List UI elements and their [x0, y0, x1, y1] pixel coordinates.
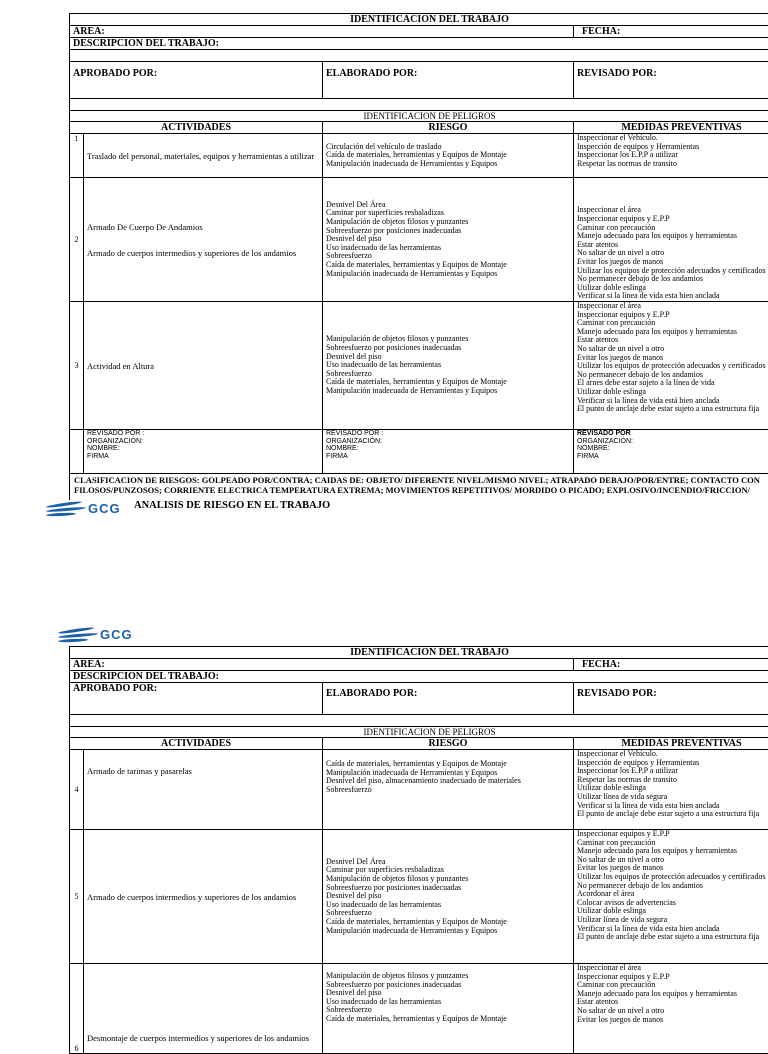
measure-item: Inspeccionar el Vehículo.: [577, 750, 768, 759]
measures-header: MEDIDAS PREVENTIVAS: [574, 122, 768, 134]
risk-classification-line: CLASIFICACION DE RIESGOS: GOLPEADO POR/CONTRA; CAIDAS DE: OBJETO/ DIFERENTE NIVEL/MISMO NIVEL; ATRAPADO DEBAJO/POR/ENTRE; CONTACTO CON: [74, 476, 768, 486]
swoosh-icon: [58, 626, 100, 642]
activity-cell: Armado de tarimas y pasarelas: [84, 750, 323, 830]
job-identification-table: [69, 646, 768, 1054]
measure-item: Estar atentos: [577, 998, 768, 1007]
measure-item: Manejo adecuado para los equipos y herramientas: [577, 990, 768, 999]
signature-name: NOMBRE:: [577, 445, 768, 453]
company-logo: [46, 500, 121, 516]
row-number: 2: [70, 178, 84, 302]
risk-item: Sobreesfuerzo por posiciones inadecuadas: [326, 344, 570, 353]
activity-item: Armado de cuerpos intermedios y superiores de los andamios: [87, 248, 319, 258]
risk-item: Sobreesfuerzo: [326, 252, 570, 261]
company-logo: [58, 626, 133, 642]
measure-item: Utilizar doble eslinga: [577, 284, 768, 293]
measure-item: Utilizar los equipos de protección adecuados y certificados: [577, 873, 768, 882]
date-label: FECHA:: [574, 26, 768, 38]
table-row: [70, 134, 768, 178]
measure-item: No permanecer debajo de los andamios: [577, 275, 768, 284]
measure-item: No permanecer debajo de los andamios: [577, 371, 768, 380]
measure-item: Caminar con precaución: [577, 224, 768, 233]
measure-item: El arnes debe estar sujeto a la línea de vida: [577, 379, 768, 388]
form-page-2: [69, 646, 768, 1054]
risk-header: RIESGO: [323, 738, 574, 750]
activity-cell: Traslado del personal, materiales, equipos y herramientas a utilizar: [84, 134, 323, 178]
form-page-1: [69, 13, 768, 500]
prepared-by-label: ELABORADO POR:: [323, 62, 574, 99]
hazard-identification-header: IDENTIFICACION DE PELIGROS: [70, 727, 768, 738]
swoosh-icon: [46, 500, 88, 516]
table-row: [70, 302, 768, 430]
risk-item: Caída de materiales, herramientas y Equipos de Montaje: [326, 1015, 570, 1024]
measure-item: Inspeccionar el área: [577, 964, 768, 973]
risk-item: Sobreesfuerzo por posiciones inadecuadas: [326, 884, 570, 893]
logo-text: GCG: [88, 501, 121, 516]
signature-organization: ORGANIZACIÓN:: [87, 438, 319, 446]
measure-item: Inspeccionar equipos y E.P.P: [577, 311, 768, 320]
measure-item: Respetar las normas de transito: [577, 160, 768, 169]
risk-item: Desnivel del piso: [326, 353, 570, 362]
measure-item: Evitar los juegos de manos: [577, 354, 768, 363]
measure-item: No permanecer debajo de los andamios: [577, 882, 768, 891]
measure-item: Evitar los juegos de manos: [577, 258, 768, 267]
measure-item: Verificar si la línea de vida esta bien anclada: [577, 802, 768, 811]
risk-item: Uso inadecuado de las herramientas: [326, 901, 570, 910]
reviewed-by-label: REVISADO POR:: [574, 683, 768, 715]
measure-item: Estar atentos: [577, 336, 768, 345]
measure-item: Utilizar los equipos de protección adecuados y certificados: [577, 267, 768, 276]
risk-item: Manipulación de objetos filosos y punzantes: [326, 218, 570, 227]
measure-item: Estar atentos: [577, 241, 768, 250]
measure-item: Manejo adecuado para los equipos y herramientas: [577, 847, 768, 856]
hazard-identification-header: IDENTIFICACION DE PELIGROS: [70, 111, 768, 122]
signature-organization: ORGANIZACIÓN:: [326, 438, 570, 446]
table-row: [70, 178, 768, 302]
risk-item: Desnivel del piso: [326, 892, 570, 901]
risk-item: Manipulación inadecuada de Herramientas y Equipos: [326, 927, 570, 936]
measure-item: Verificar si la línea de vida esta bien anclada: [577, 925, 768, 934]
table-row: [70, 750, 768, 830]
activity-cell: Desmontaje de cuerpos intermedios y superiores de los andamios: [84, 964, 323, 1054]
measure-item: No saltar de un nivel a otro: [577, 856, 768, 865]
risk-item: Manipulación de objetos filosos y punzantes: [326, 875, 570, 884]
measure-item: Evitar los juegos de manos: [577, 1016, 768, 1025]
risk-item: Caída de materiales, herramientas y Equipos de Montaje: [326, 918, 570, 927]
measure-item: Inspeccionar equipos y E.P.P: [577, 215, 768, 224]
signature-reviewed: REVISADO POR :: [87, 430, 319, 438]
measure-item: Inspeccionar los E.P.P a utilizar: [577, 151, 768, 160]
risk-item: Manipulación inadecuada de Herramientas y Equipos: [326, 387, 570, 396]
signature-organization: ORGANIZACIÓN:: [577, 438, 768, 446]
activity-item: Armado De Cuerpo De Andamios: [87, 222, 319, 232]
measure-item: Evitar los juegos de manos: [577, 864, 768, 873]
measure-item: Caminar con precaución: [577, 981, 768, 990]
signature-reviewed: REVISADO POR: [577, 430, 768, 438]
row-number: 1: [70, 134, 84, 178]
risk-item: Uso inadecuado de las herramientas: [326, 998, 570, 1007]
risk-item: Caminar por superficies resbaladizas: [326, 866, 570, 875]
risk-item: Desnivel del piso: [326, 235, 570, 244]
signature-sign: FIRMA: [326, 453, 570, 461]
risk-item: Caminar por superficies resbaladizas: [326, 209, 570, 218]
risk-item: Manipulación inadecuada de Herramientas y Equipos: [326, 160, 570, 169]
description-label: DESCRIPCION DEL TRABAJO:: [70, 671, 768, 683]
measure-item: No saltar de un nivel a otro: [577, 1007, 768, 1016]
measure-item: Utilizar línea de vida segura: [577, 916, 768, 925]
description-label: DESCRIPCION DEL TRABAJO:: [70, 38, 768, 50]
approved-by-label: APROBADO POR:: [70, 62, 323, 99]
risk-item: Uso inadecuado de las herramientas: [326, 244, 570, 253]
reviewed-by-label: REVISADO POR:: [574, 62, 768, 99]
signature-row: [70, 430, 768, 474]
risk-item: Sobreesfuerzo por posiciones inadecuadas: [326, 227, 570, 236]
signature-name: NOMBRE:: [326, 445, 570, 453]
measure-item: Utilizar doble eslinga: [577, 907, 768, 916]
risk-item: Desnivel Del Área: [326, 201, 570, 210]
measure-item: Inspeccionar equipos y E.P.P: [577, 830, 768, 839]
measure-item: Inspeccionar los E.P.P a utilizar: [577, 767, 768, 776]
activity-cell: Actividad en Altura: [84, 302, 323, 430]
risk-item: Sobreesfuerzo: [326, 786, 570, 795]
signature-sign: FIRMA: [87, 453, 319, 461]
risk-classification-line: FILOSOS/PUNZOSOS; CORRIENTE ELECTRICA TEMPERATURA EXTREMA; MOVIMIENTOS REPETITIVOS/ MORDIDO O PICADO; EXPLOSIVO/INCENDIO/FRICCION/: [74, 486, 768, 496]
risk-item: Sobreesfuerzo: [326, 909, 570, 918]
measure-item: Utilizar doble eslinga: [577, 388, 768, 397]
measure-item: Inspección de equipos y Herramientas: [577, 759, 768, 768]
row-number: 6: [70, 964, 84, 1054]
risk-header: RIESGO: [323, 122, 574, 134]
measure-item: El punto de anclaje debe estar sujeto a una estructura fija: [577, 405, 768, 414]
risk-item: Caída de materiales, herramientas y Equipos de Montaje: [326, 151, 570, 160]
risk-item: Manipulación inadecuada de Herramientas y Equipos: [326, 769, 570, 778]
risk-item: Sobreesfuerzo: [326, 1006, 570, 1015]
risk-item: Sobreesfuerzo por posiciones inadecuadas: [326, 981, 570, 990]
measure-item: Utilizar línea de vida segura: [577, 793, 768, 802]
risk-item: Desnivel del piso, almacenamiento inadecuado de materiales: [326, 777, 570, 786]
measure-item: Acordonar el área: [577, 890, 768, 899]
signature-sign: FIRMA: [577, 453, 768, 461]
measure-item: El punto de anclaje debe estar sujeto a una estructura fija: [577, 933, 768, 942]
measure-item: Utilizar los equipos de protección adecuados y certificados: [577, 362, 768, 371]
measure-item: Utilizar doble eslinga: [577, 784, 768, 793]
measure-item: Caminar con precaución: [577, 839, 768, 848]
risk-item: Manipulación de objetos filosos y punzantes: [326, 335, 570, 344]
job-identification-header: IDENTIFICACION DEL TRABAJO: [70, 14, 768, 26]
job-identification-header: IDENTIFICACION DEL TRABAJO: [70, 647, 768, 659]
measure-item: Inspeccionar el área: [577, 302, 768, 311]
risk-item: Uso inadecuado de las herramientas: [326, 361, 570, 370]
measure-item: Respetar las normas de transito: [577, 776, 768, 785]
risk-item: Manipulación inadecuada de Herramientas y Equipos: [326, 270, 570, 279]
logo-text: GCG: [100, 627, 133, 642]
activities-header: ACTIVIDADES: [70, 122, 323, 134]
activity-cell: Armado de cuerpos intermedios y superiores de los andamios: [84, 830, 323, 964]
risk-item: Caída de materiales, herramientas y Equipos de Montaje: [326, 760, 570, 769]
risk-item: Caída de materiales, herramientas y Equipos de Montaje: [326, 378, 570, 387]
measure-item: No saltar de un nivel a otro: [577, 249, 768, 258]
measure-item: Manejo adecuado para los equipos y herramientas: [577, 328, 768, 337]
signature-reviewed: REVISADO POR :: [326, 430, 570, 438]
table-row: [70, 964, 768, 1054]
row-number: 3: [70, 302, 84, 430]
measure-item: Inspeccionar el área: [577, 206, 768, 215]
document-title: ANALISIS DE RIESGO EN EL TRABAJO: [134, 500, 330, 511]
risk-item: Manipulación de objetos filosos y punzantes: [326, 972, 570, 981]
activities-header: ACTIVIDADES: [70, 738, 323, 750]
table-row: [70, 830, 768, 964]
risk-item: Caída de materiales, herramientas y Equipos de Montaje: [326, 261, 570, 270]
risk-item: Desnivel del piso: [326, 989, 570, 998]
risk-item: Desnivel Del Área: [326, 858, 570, 867]
date-label: FECHA:: [574, 659, 768, 671]
measure-item: Inspección de equipos y Herramientas: [577, 143, 768, 152]
measure-item: Verificar si la línea de vida está bien anclada: [577, 397, 768, 406]
job-identification-table: [69, 13, 768, 500]
approved-by-label: APROBADO POR:: [70, 683, 323, 715]
measure-item: Colocar avisos de advertencias: [577, 899, 768, 908]
measure-item: No saltar de un nivel a otro: [577, 345, 768, 354]
measures-header: MEDIDAS PREVENTIVAS: [574, 738, 768, 750]
risk-item: Sobreesfuerzo: [326, 370, 570, 379]
measure-item: El punto de anclaje debe estar sujeto a una estructura fija: [577, 810, 768, 819]
signature-name: NOMBRE:: [87, 445, 319, 453]
prepared-by-label: ELABORADO POR:: [323, 683, 574, 715]
area-label: AREA:: [70, 26, 574, 38]
area-label: AREA:: [70, 659, 574, 671]
measure-item: Verificar si la línea de vida esta bien anclada: [577, 292, 768, 301]
measure-item: Inspeccionar el Vehículo.: [577, 134, 768, 143]
risk-item: Circulación del vehículo de traslado: [326, 143, 570, 152]
row-number: 5: [70, 830, 84, 964]
measure-item: Manejo adecuado para los equipos y herramientas: [577, 232, 768, 241]
measure-item: Caminar con precaución: [577, 319, 768, 328]
row-number: 4: [70, 750, 84, 830]
measure-item: Inspeccionar equipos y E.P.P: [577, 973, 768, 982]
